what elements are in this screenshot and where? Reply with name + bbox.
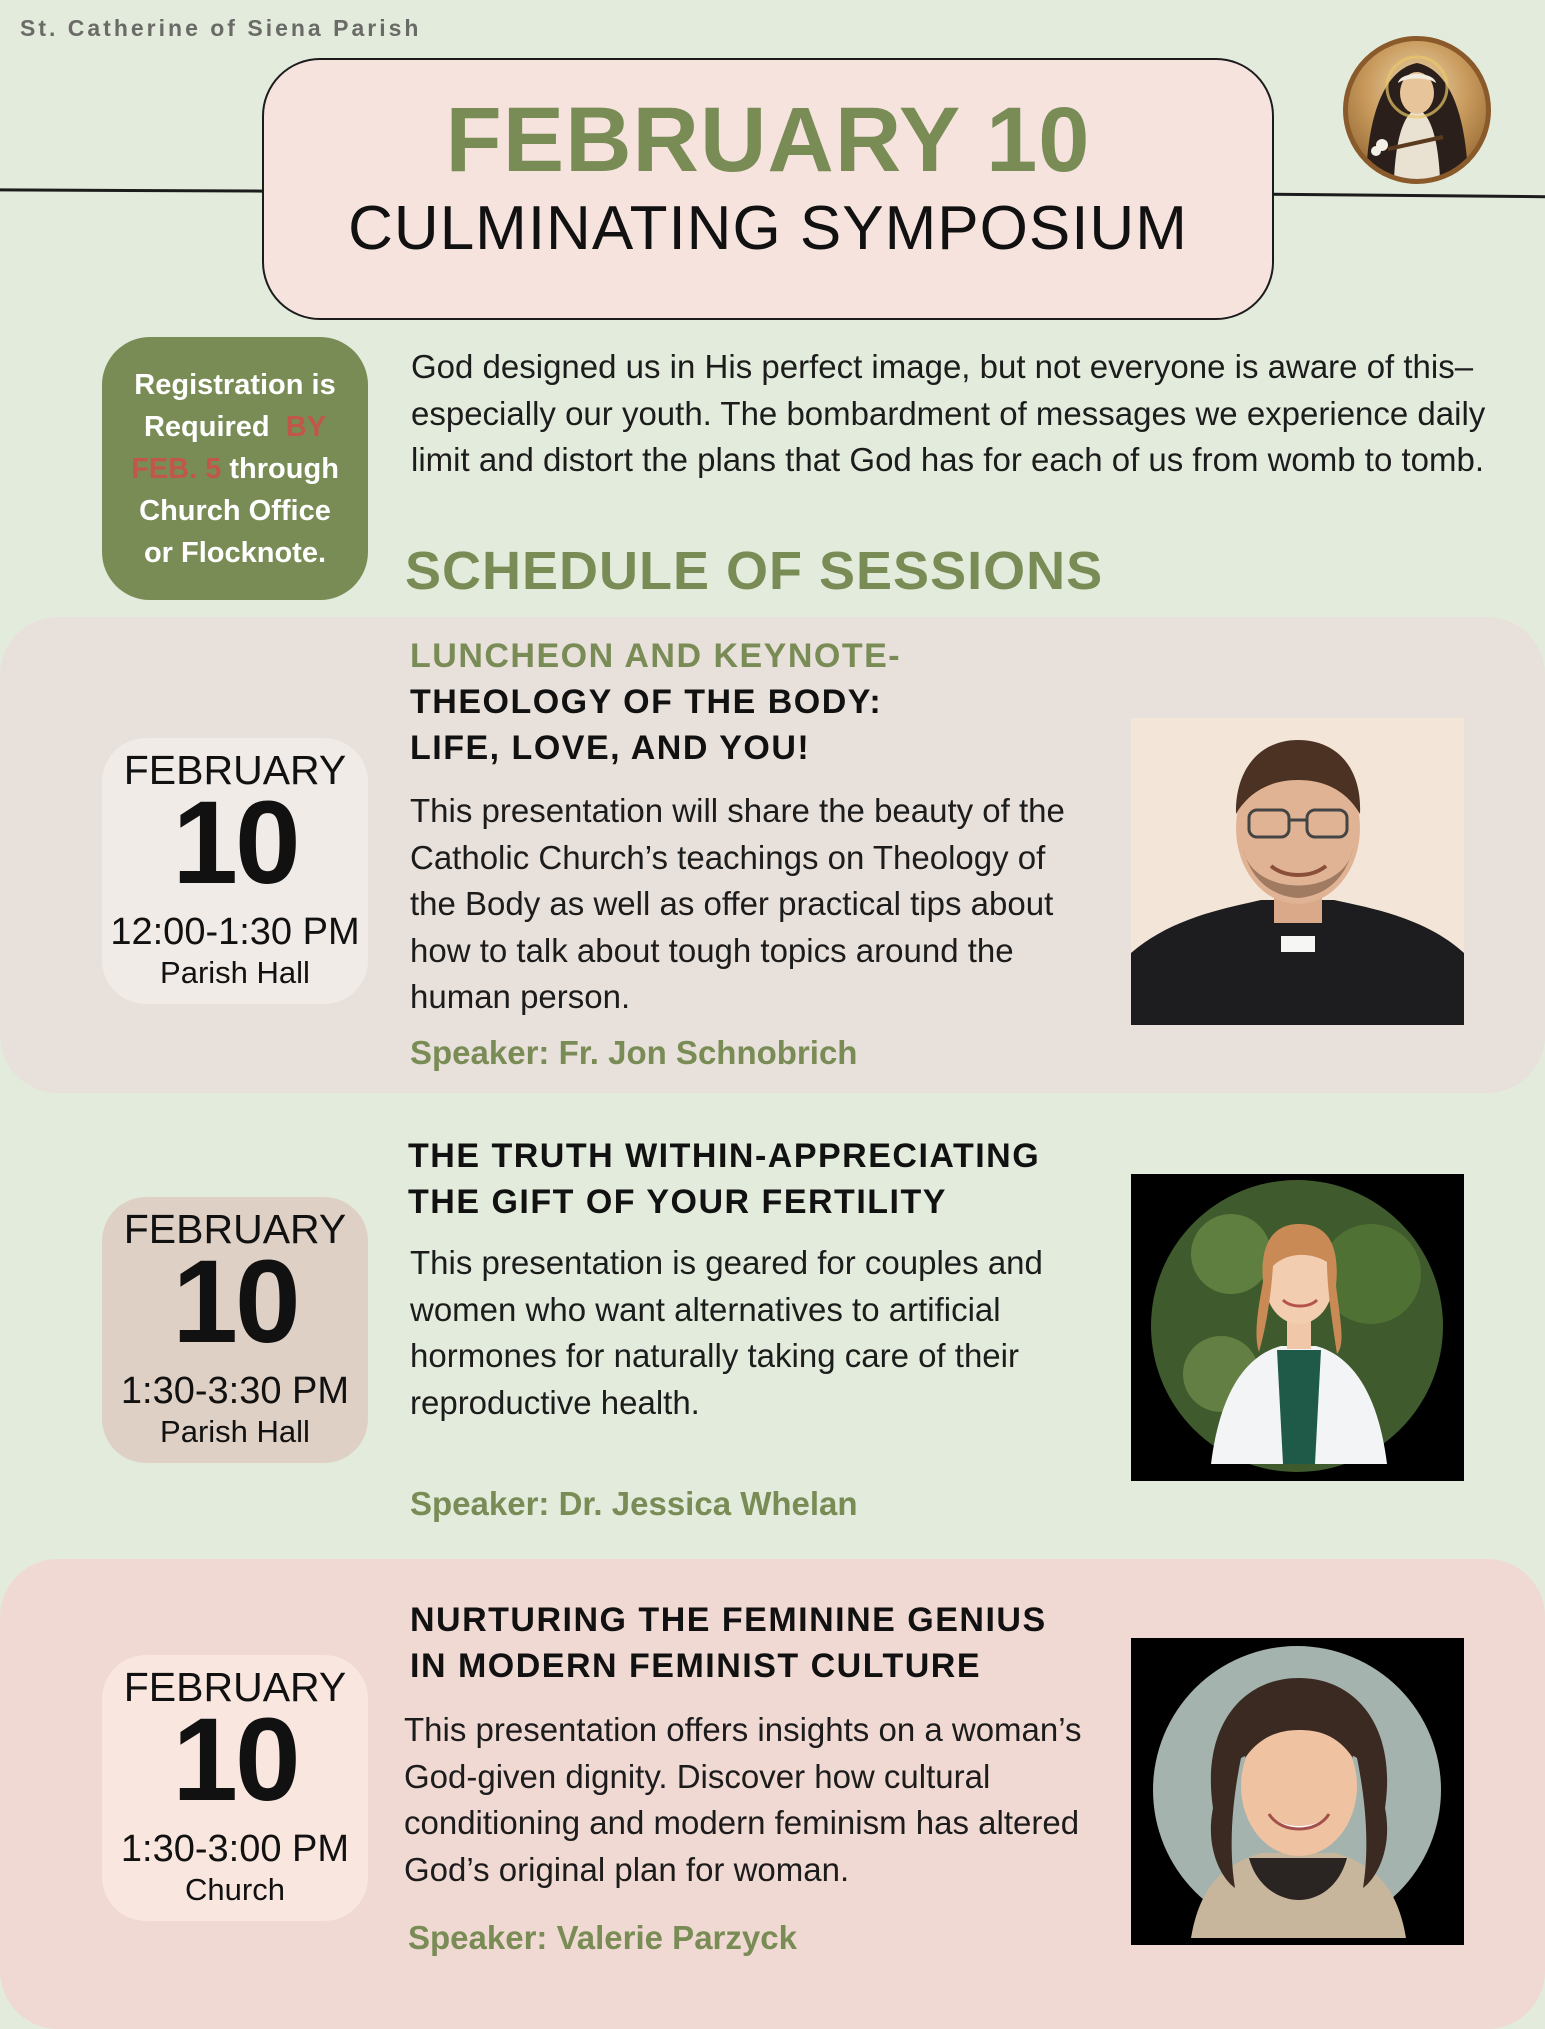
- session-kicker: LUNCHEON AND KEYNOTE-: [410, 637, 902, 675]
- date-month: FEBRUARY: [123, 1664, 347, 1710]
- session-description: This presentation will share the beauty of the Catholic Church’s teachings on Theology of the Body as well as offer practical tips about how to talk about tough topics around the human person.: [410, 792, 1065, 1015]
- event-date: FEBRUARY 10: [445, 89, 1091, 191]
- session-description: This presentation is geared for couples and women who want alternatives to artificial hormones for naturally taking care of their reproductive health.: [410, 1244, 1043, 1421]
- registration-line: [108, 532, 362, 574]
- session-time: 1:30-3:30 PM: [120, 1370, 350, 1412]
- session-speaker: Speaker: Dr. Jessica Whelan: [410, 1485, 858, 1522]
- session-title: IN MODERN FEMINIST CULTURE: [410, 1647, 982, 1685]
- session-time: 1:30-3:00 PM: [120, 1828, 350, 1870]
- registration-notice: [102, 337, 368, 600]
- header-rule-right: [1272, 193, 1545, 198]
- registration-deadline: FEB. 5: [131, 452, 222, 485]
- title-box: [262, 58, 1274, 320]
- event-title: CULMINATING SYMPOSIUM: [348, 194, 1188, 263]
- date-month: FEBRUARY: [123, 1206, 347, 1252]
- schedule-heading: SCHEDULE OF SESSIONS: [405, 541, 1104, 601]
- speaker-photo: [1131, 718, 1464, 1025]
- registration-text: Required: [143, 410, 270, 443]
- registration-text: Registration is: [134, 368, 336, 401]
- session-description: This presentation offers insights on a woman’s God-given dignity. Discover how cultural conditioning and modern feminism has altered God’s original plan for woman.: [404, 1711, 1082, 1888]
- session-location: Church: [185, 1872, 285, 1907]
- session-title: NURTURING THE FEMININE GENIUS: [410, 1601, 1047, 1639]
- date-month: FEBRUARY: [123, 747, 347, 793]
- date-day: 10: [172, 777, 298, 909]
- session-speaker: Speaker: Valerie Parzyck: [408, 1919, 797, 1956]
- date-day: 10: [172, 1694, 298, 1826]
- session-location: Parish Hall: [160, 955, 310, 990]
- session-title: THE TRUTH WITHIN-APPRECIATING: [408, 1137, 1041, 1175]
- registration-line: [108, 490, 362, 532]
- session-title: THEOLOGY OF THE BODY:: [410, 683, 883, 721]
- registration-text: Church Office: [139, 494, 331, 527]
- session-title: LIFE, LOVE, AND YOU!: [410, 729, 811, 767]
- speaker-photo: [1131, 1174, 1464, 1481]
- registration-deadline: BY: [285, 410, 327, 443]
- date-card: [102, 738, 368, 1004]
- registration-text: or Flocknote.: [143, 536, 327, 569]
- session-time: 12:00-1:30 PM: [110, 911, 360, 953]
- date-day: 10: [172, 1236, 298, 1368]
- session-speaker: Speaker: Fr. Jon Schnobrich: [410, 1034, 858, 1071]
- speaker-photo: [1131, 1638, 1464, 1945]
- parish-name: St. Catherine of Siena Parish: [20, 15, 422, 41]
- registration-line: [108, 448, 362, 490]
- date-card: [102, 1197, 368, 1463]
- intro-paragraph: God designed us in His perfect image, but not everyone is aware of this– especially our youth. The bombardment of messages we experience daily limit and distort the plans that God has for each of us from womb to tomb.: [411, 348, 1486, 478]
- session-title: THE GIFT OF YOUR FERTILITY: [408, 1183, 947, 1221]
- saint-portrait: [1343, 36, 1491, 184]
- registration-text: through: [229, 452, 339, 485]
- session-location: Parish Hall: [160, 1414, 310, 1449]
- registration-line: [108, 406, 362, 448]
- header-rule-left: [0, 188, 264, 192]
- date-card: [102, 1655, 368, 1921]
- registration-line: [108, 364, 362, 406]
